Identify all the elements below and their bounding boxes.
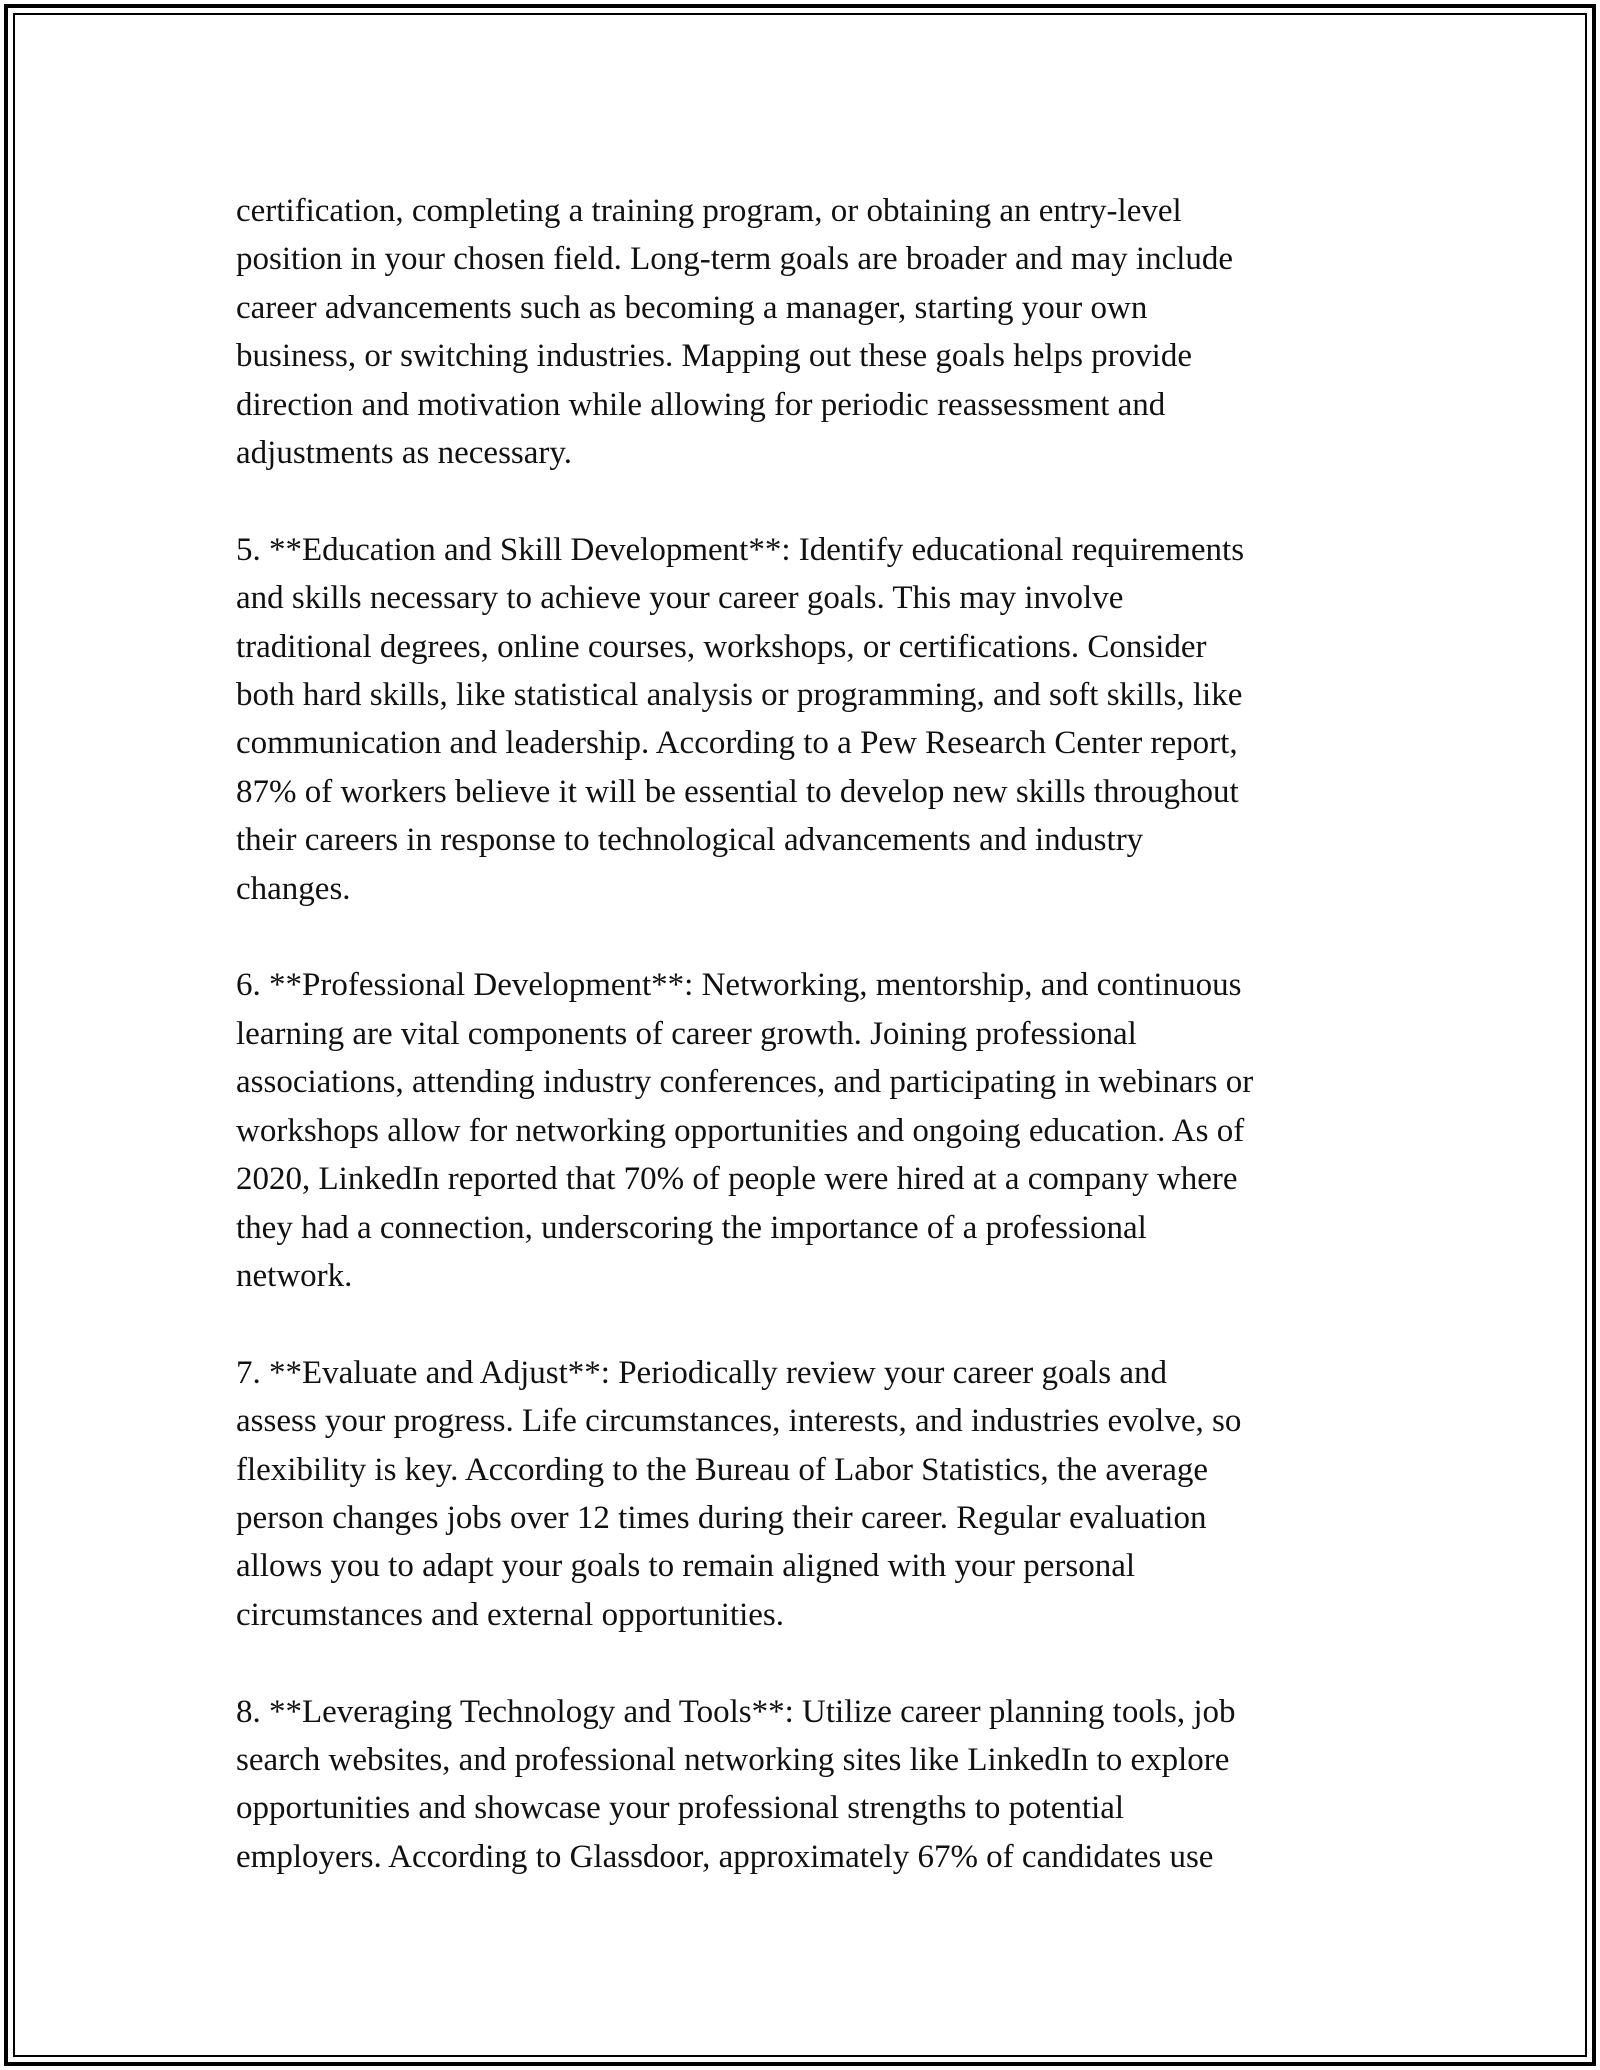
text-line: network. (236, 1257, 353, 1294)
paragraph-leveraging-technology-tools (236, 1688, 1386, 1882)
text-line: communication and leadership. According to a Pew Research Center report, (236, 725, 1238, 762)
text-line: 6. **Professional Development**: Networking, mentorship, and continuous (236, 967, 1242, 1004)
text-line: direction and motivation while allowing for periodic reassessment and (236, 386, 1166, 423)
text-line: 8. **Leveraging Technology and Tools**: Utilize career planning tools, job (236, 1693, 1236, 1730)
text-line: opportunities and showcase your professional strengths to potential (236, 1790, 1125, 1827)
paragraph-career-goals-continued (236, 187, 1386, 477)
document-body (236, 187, 1386, 1930)
text-line: certification, completing a training program, or obtaining an entry-level (236, 193, 1182, 229)
paragraph-evaluate-and-adjust (236, 1349, 1386, 1639)
text-line: flexibility is key. According to the Bureau of Labor Statistics, the average (236, 1451, 1209, 1488)
text-line: employers. According to Glassdoor, approximately 67% of candidates use (236, 1838, 1214, 1875)
text-line: circumstances and external opportunities. (236, 1596, 784, 1633)
text-line: assess your progress. Life circumstances, interests, and industries evolve, so (236, 1403, 1242, 1440)
text-line: both hard skills, like statistical analysis or programming, and soft skills, like (236, 677, 1243, 714)
text-line: 5. **Education and Skill Development**: Identify educational requirements (236, 531, 1245, 568)
text-line: 7. **Evaluate and Adjust**: Periodically review your career goals and (236, 1354, 1168, 1391)
text-line: and skills necessary to achieve your career goals. This may involve (236, 580, 1124, 617)
text-line: allows you to adapt your goals to remain aligned with your personal (236, 1548, 1136, 1585)
text-line: their careers in response to technological advancements and industry (236, 822, 1144, 859)
text-line: associations, attending industry conferences, and participating in webinars or (236, 1064, 1254, 1101)
text-line: they had a connection, underscoring the importance of a professional (236, 1209, 1147, 1246)
text-line: learning are vital components of career growth. Joining professional (236, 1015, 1137, 1052)
text-line: person changes jobs over 12 times during their career. Regular evaluation (236, 1499, 1207, 1536)
text-line: business, or switching industries. Mapping out these goals helps provide (236, 338, 1192, 375)
paragraph-education-skill-development (236, 526, 1386, 913)
text-line: changes. (236, 870, 351, 907)
text-line: position in your chosen field. Long-term goals are broader and may include (236, 241, 1234, 278)
text-line: adjustments as necessary. (236, 435, 573, 472)
text-line: 2020, LinkedIn reported that 70% of people were hired at a company where (236, 1161, 1238, 1198)
text-line: traditional degrees, online courses, workshops, or certifications. Consider (236, 628, 1207, 665)
text-line: search websites, and professional networking sites like LinkedIn to explore (236, 1741, 1230, 1778)
text-line: career advancements such as becoming a manager, starting your own (236, 289, 1148, 326)
paragraph-professional-development (236, 961, 1386, 1300)
text-line: workshops allow for networking opportunities and ongoing education. As of (236, 1112, 1245, 1149)
text-line: 87% of workers believe it will be essential to develop new skills throughout (236, 773, 1239, 810)
